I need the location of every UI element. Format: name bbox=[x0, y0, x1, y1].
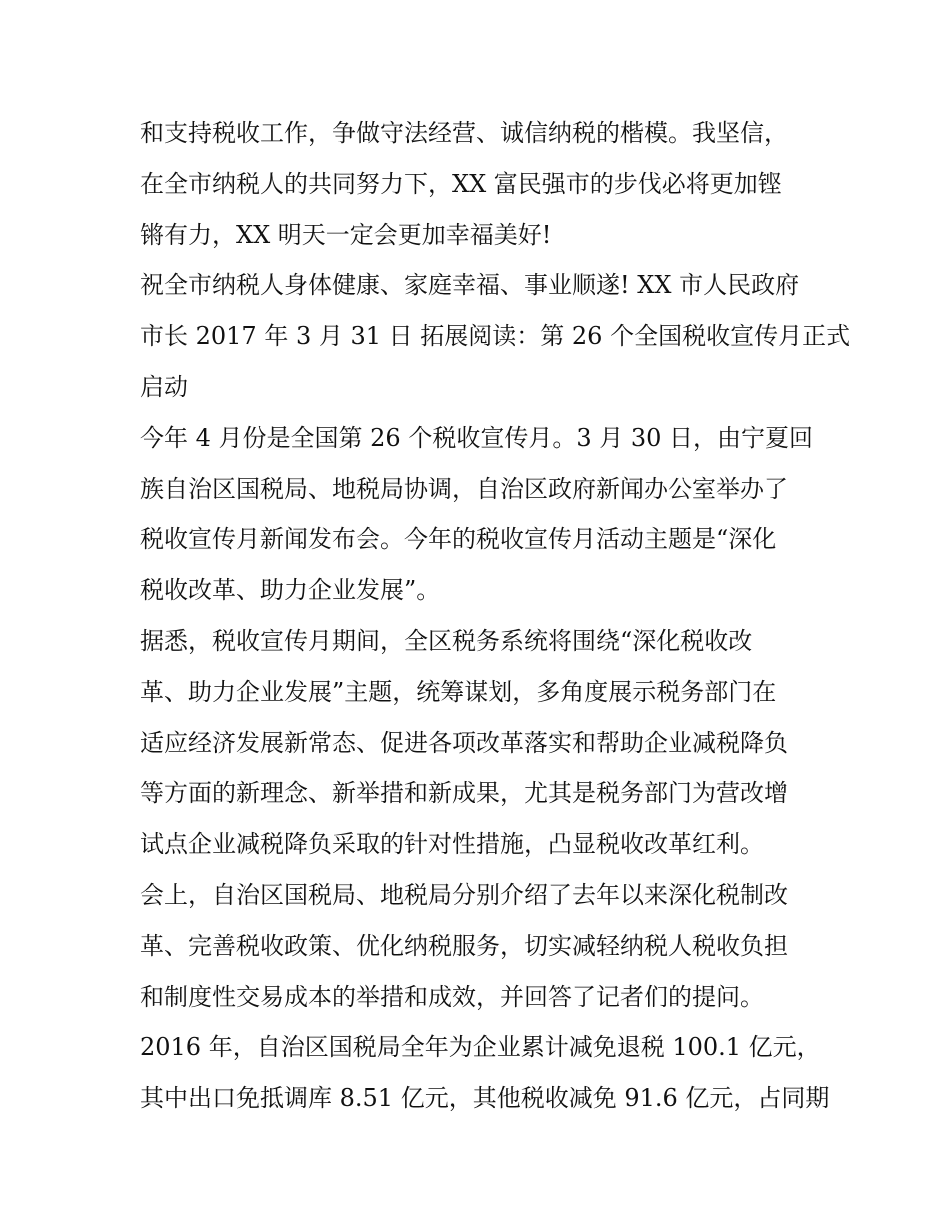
text-line: 2016 年，自治区国税局全年为企业累计减免退税 100.1 亿元， bbox=[140, 1033, 821, 1062]
text-line: 在全市纳税人的共同努力下，XX 富民强市的步伐必将更加铿 bbox=[140, 169, 782, 198]
text-line: 今年 4 月份是全国第 26 个税收宣传月。3 月 30 日，由宁夏回 bbox=[140, 423, 814, 452]
text-line: 据悉，税收宣传月期间，全区税务系统将围绕“深化税收改 bbox=[140, 626, 753, 655]
text-line: 革、完善税收政策、优化纳税服务，切实减轻纳税人税收负担 bbox=[140, 931, 788, 960]
text-line: 祝全市纳税人身体健康、家庭幸福、事业顺遂! XX 市人民政府 bbox=[140, 271, 800, 300]
text-line: 税收改革、助力企业发展”。 bbox=[140, 576, 441, 605]
text-line: 市长 2017 年 3 月 31 日 拓展阅读：第 26 个全国税收宣传月正式 bbox=[140, 322, 851, 351]
text-line: 革、助力企业发展”主题，统筹谋划，多角度展示税务部门在 bbox=[140, 677, 777, 706]
text-line: 试点企业减税降负采取的针对性措施，凸显税收改革红利。 bbox=[140, 830, 764, 859]
text-line: 会上，自治区国税局、地税局分别介绍了去年以来深化税制改 bbox=[140, 880, 788, 909]
text-line: 启动 bbox=[140, 372, 188, 401]
text-line: 等方面的新理念、新举措和新成果，尤其是税务部门为营改增 bbox=[140, 779, 788, 808]
text-line: 适应经济发展新常态、促进各项改革落实和帮助企业减税降负 bbox=[140, 728, 788, 757]
text-line: 和支持税收工作，争做守法经营、诚信纳税的楷模。我坚信， bbox=[140, 119, 788, 147]
document-body bbox=[140, 108, 851, 1124]
text-line: 族自治区国税局、地税局协调，自治区政府新闻办公室举办了 bbox=[140, 474, 788, 503]
text-line: 锵有力，XX 明天一定会更加幸福美好! bbox=[140, 220, 552, 249]
text-line: 税收宣传月新闻发布会。今年的税收宣传月活动主题是“深化 bbox=[140, 525, 777, 554]
text-line: 其中出口免抵调库 8.51 亿元，其他税收减免 91.6 亿元，占同期 bbox=[140, 1084, 830, 1113]
text-line: 和制度性交易成本的举措和成效，并回答了记者们的提问。 bbox=[140, 982, 764, 1011]
